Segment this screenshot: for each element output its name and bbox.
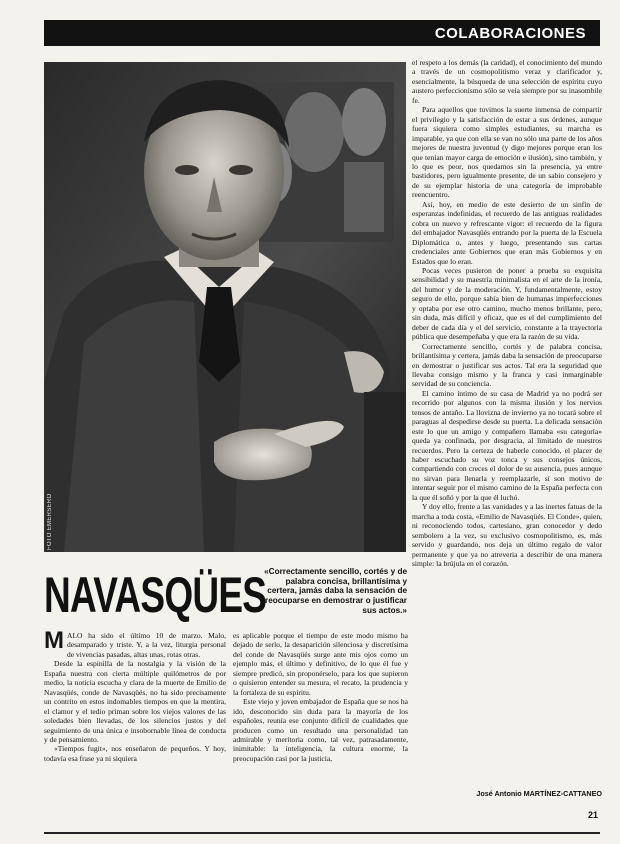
footer-rule bbox=[44, 832, 600, 834]
section-header-bar bbox=[44, 20, 600, 46]
pull-quote: «Correctamente sencillo, cortés y de palabra concisa, brillantísima y certera, jamás daba la sensación de preocuparse en demostrar o justificar sus actos.» bbox=[260, 567, 407, 615]
section-title: COLABORACIONES bbox=[434, 24, 586, 42]
lead-paragraph bbox=[44, 627, 226, 659]
paragraph: Para aquellos que tuvimos la suerte inmensa de compartir el privilegio y la satisfacción de estar a sus órdenes, aunque fuera siquiera como simples estudiantes, su marcha es imparable, ya que con ella se van no sólo una parte de los años mejores de nuestra juventud (y digo mejores porque eran los que tenían mayor carga de emoción e ilusión), sino también, y lo que es peor, nos quedamos sin la presencia, ya entre bastidores, pero igualmente presente, de un sabio consejero y de su ejemplar historia de una categoría de improbable reencuentro. bbox=[412, 105, 602, 200]
page-number: 21 bbox=[588, 810, 599, 820]
portrait-photo-illustration bbox=[44, 62, 406, 552]
portrait-photo bbox=[44, 62, 406, 552]
paragraph: Este viejo y joven embajador de España que se nos ha ido, desconocido sin duda para la mayoría de los españoles, reunía ese conjunto difícil de cualidades que producen como un resultado una personalidad tan admirable y meritoria como, tal vez, patrasadamente, inimitable: la inteligencia, la cultura enorme, la preocupación casi por la justicia, bbox=[233, 697, 408, 763]
paragraph: Así, hoy, en medio de este desierto de un sinfín de esperanzas indefinidas, el recuerdo de las antiguas realidades cobra un nuevo y refrescante vigor: el recuerdo de la figura del embajador Navasqüés entrando por la puerta de la Escuela Diplomática o, antes y luego, presentando sus cartas credenciales ante Gobiernos que eran más Gobiernos y en Estados que lo eran. bbox=[412, 199, 602, 266]
paragraph: el respeto a los demás (la caridad), el conocimiento del mundo a través de un cosmopolitismo veraz y clarificador y, esencialmente, la búsqueda de una selección de espíritu cuyo austero perfeccionismo sólo se veía siempre por su inasombile fe. bbox=[412, 58, 602, 105]
paragraph: Desde la espinilla de la nostalgia y la visión de la España nuestra con cierta múltiple quilómetros de por medio, la noticia escucha y clara de la muerte de Emilio de Navasqüés, conde de Navasqüés, no ha sido precisamente un contrito en estos indomables tiempos en que la mentira, el clamor y el tedio priman sobre los viejos valores de las soledades bien llevadas, de los silencios justos y del seguimiento de una única e insobornable línea de conducta y de pensamiento. bbox=[44, 659, 226, 744]
author-byline: José Antonio MARTÍNEZ-CATTANEO bbox=[476, 789, 602, 798]
column-left bbox=[44, 627, 226, 763]
column-middle bbox=[233, 631, 408, 763]
column-right bbox=[412, 58, 602, 568]
paragraph: Y doy ello, frente a las vanidades y a las inertes fatuas de la marcha a toda costa, «Emilio de Navasqüés. El Conde», quien, ni reconociendo todos, cartesiano, gran conocedor y dedo sembolero a la vez, su exclusivo cosmopolitismo, es, más servido y guardando, nos deja un último regalo de valor permanente y que ya no atreveria a describir de una manera simple: la brújula en el corazón. bbox=[412, 502, 602, 569]
paragraph: Pocas veces pusieron de poner a prueba su exquisita sensibilidad y su maestría minimalista en el arte de la ironía, del humor y de la moderación. Y, fundamentalmente, estoy seguro de ello, porque sabía bien de humanas imperfecciones y optaba por ese otro camino, mucho menos brillante, pero, sin duda, más difícil y eficaz, que es el del cumplimiento del deber de cada día y el del servicio, constante a la trayectoria pública que desempeñaba y que era la razón de su vida. bbox=[412, 265, 602, 342]
photo-credit: FOTO EMERSERO bbox=[47, 493, 53, 550]
paragraph: El camino íntimo de su casa de Madrid ya no podrá ser recorrido por algunos con la misma ilusión y los nervios tensos de antaño. La llovizna de invierno ya no tocará sobre el paraguas al despedirse desde su puerta. La delicada sensación este lo que un amigo y compañero llamaba «su categoría» queda ya confinada, por desgracia, al limitado de nuestros recuerdos. Pero la certeza de haberle conocido, el placer de haber escuchado su voz tonca y sus consejos únicos, compartiendo con creces el dolor de su ausencia, pues aunque no sirvan para llenarla y reemplazarle, sí son motivo de intentar seguir por el mismo camino de la España perfecta con la que él soñó y por la que él luchó. bbox=[412, 388, 602, 502]
lead-paragraph-text: ALO ha sido el último 10 de marzo. Malo, desamparado y triste. Y, a la vez, liturgia personal de vivencias pasadas, altas unas, rotas otras. bbox=[67, 631, 226, 659]
article-headline: NAVASQÜES bbox=[44, 567, 267, 623]
drop-cap: M bbox=[44, 627, 64, 654]
paragraph: es aplicable porque el tiempo de este modo mismo ha dejado de serlo, la desaparición silenciosa y discretísima del conde de Navasqüés surge ante mis ojos como un ejemplo más, el último y definitivo, de lo que él fue y siempre predicó, sin proponérselo, para los que supieron o quisieron entender su mesura, el recato, la prudencia y la fortaleza de su espíritu. bbox=[233, 631, 408, 697]
paragraph: «Tiempos fugit», nos enseñaron de pequeños. Y hoy, todavía esa frase ya ni siquiera bbox=[44, 744, 226, 763]
paragraph: Correctamente sencillo, cortés y de palabra concisa, brillantísima y certera, jamás daba la sensación de preocuparse en demostrar o justificar sus actos. Tal era la seguridad que llevaba consigo mismo y la franca y casi inmarginable servidad de su conciencia. bbox=[412, 341, 602, 389]
